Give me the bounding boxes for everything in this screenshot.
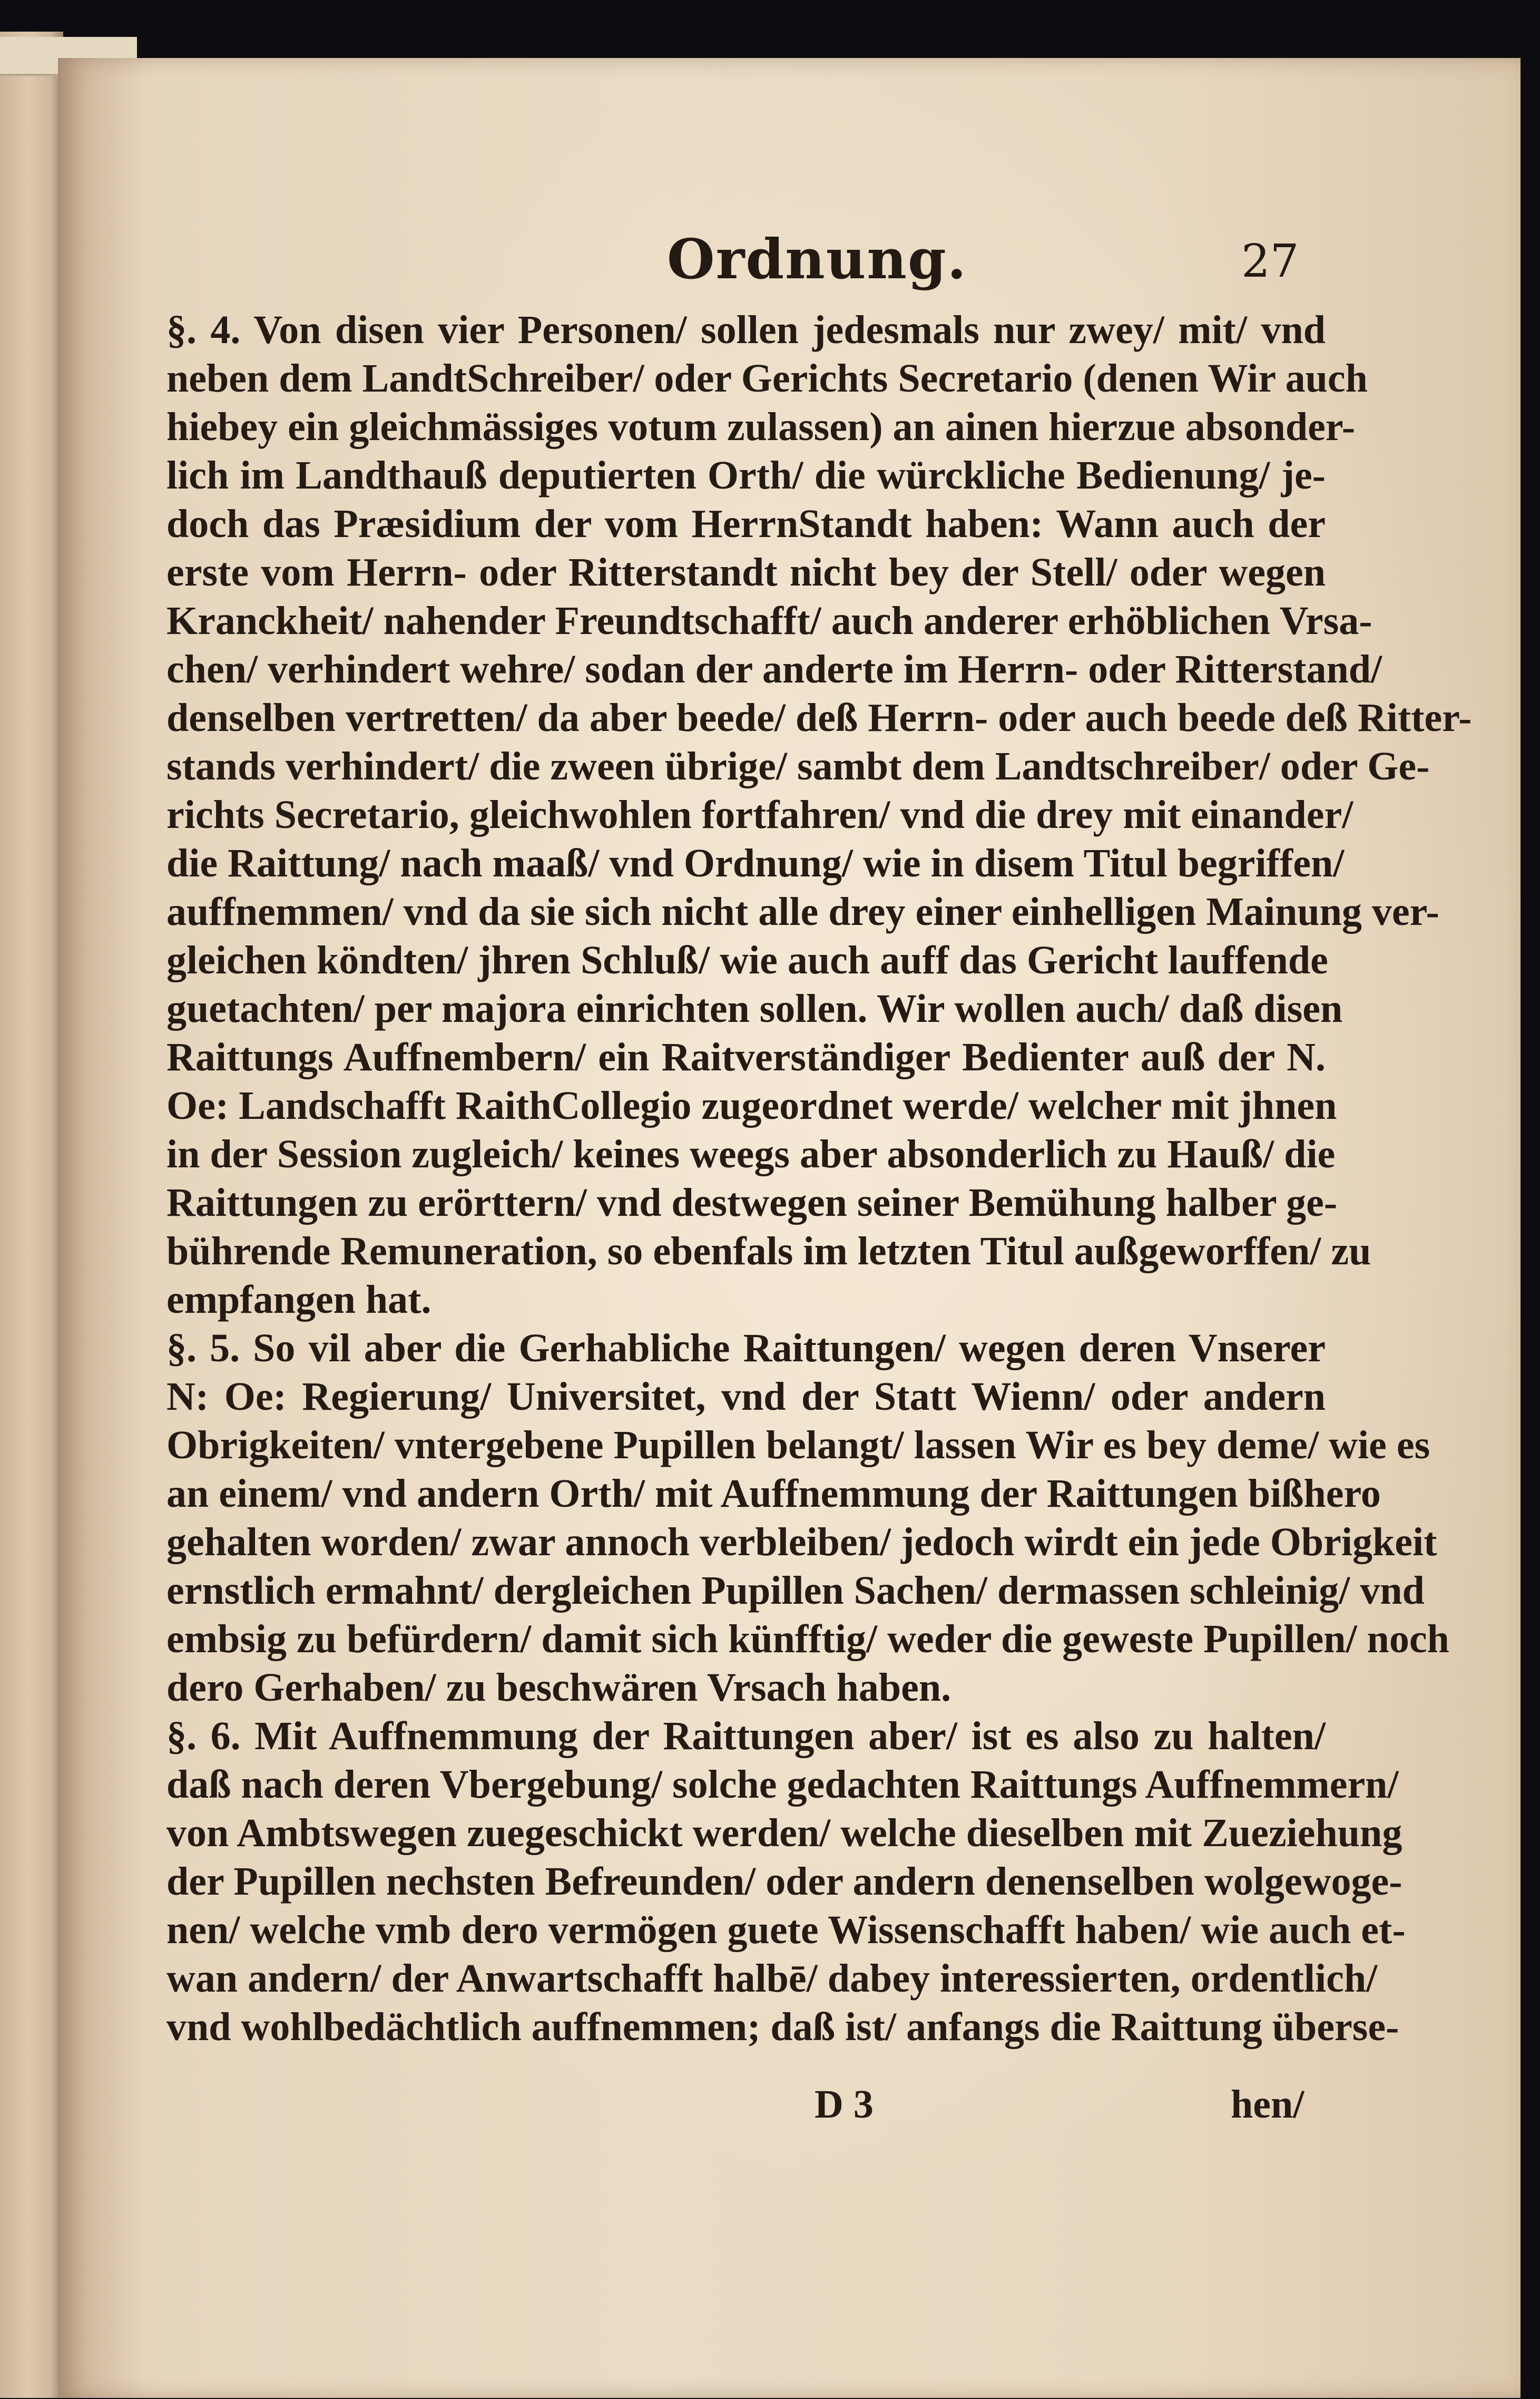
text-line: erste vom Herrn- oder Ritterstandt nicht bey der Stell/ oder wegen <box>166 550 1326 594</box>
text-line: neben dem LandtSchreiber/ oder Gerichts Secretario (denen Wir auch <box>166 356 1368 401</box>
text-line: nen/ welche vmb dero vermögen guete Wissenschafft haben/ wie auch et- <box>166 1908 1406 1952</box>
text-line: daß nach deren Vbergebung/ solche gedachten Raittungs Auffnemmern/ <box>166 1762 1399 1807</box>
text-line: lich im Landthauß deputierten Orth/ die würckliche Bedienung/ je- <box>166 453 1326 498</box>
text-line: der Pupillen nechsten Befreunden/ oder andern denenselben wolgewoge- <box>166 1859 1402 1904</box>
catchword: hen/ <box>1231 2082 1304 2127</box>
text-line: die Raittung/ nach maaß/ vnd Ordnung/ wie in disem Titul begriffen/ <box>166 841 1345 885</box>
text-line: in der Session zugleich/ keines weegs aber absonderlich zu Hauß/ die <box>166 1132 1336 1176</box>
text-line: stands verhindert/ die zween übrige/ sambt dem Landtschreiber/ oder Ge- <box>166 744 1430 788</box>
text-line: gleichen köndten/ jhren Schluß/ wie auch auff das Gericht lauffende <box>166 938 1328 982</box>
text-line: chen/ verhindert wehre/ sodan der anderte im Herrn- oder Ritterstand/ <box>166 647 1382 691</box>
text-line: gehalten worden/ zwar annoch verbleiben/ jedoch wirdt ein jede Obrigkeit <box>166 1520 1437 1564</box>
text-line: embsig zu befürdern/ damit sich künfftig/ weder die geweste Pupillen/ noch <box>166 1617 1449 1661</box>
text-line: wan andern/ der Anwartschafft halbē/ dabey interessierten, ordentlich/ <box>166 1956 1378 2001</box>
book-page <box>58 58 1521 2398</box>
text-line: Kranckheit/ nahender Freundtschafft/ auch anderer erhöblichen Vrsa- <box>166 599 1372 643</box>
text-line: dero Gerhaben/ zu beschwären Vrsach haben. <box>166 1665 952 1710</box>
body-text <box>166 306 1472 2051</box>
text-line: auffnemmen/ vnd da sie sich nicht alle drey einer einhelligen Mainung ver- <box>166 890 1439 934</box>
page-header <box>61 195 1521 290</box>
text-line: §. 6. Mit Auffnemmung der Raittungen aber/ ist es also zu halten/ <box>166 1714 1326 1758</box>
text-line: richts Secretario, gleichwohlen fortfahren/ vnd die drey mit einander/ <box>166 793 1353 837</box>
text-line: Raittungs Auffnembern/ ein Raitverständiger Bedienter auß der N. <box>166 1035 1326 1079</box>
text-line: hiebey ein gleichmässiges votum zulassen) an ainen hierzue absonder- <box>166 405 1356 449</box>
text-line: von Ambtswegen zuegeschickt werden/ welche dieselben mit Zueziehung <box>166 1811 1402 1855</box>
text-line: Obrigkeiten/ vntergebene Pupillen belangt/ lassen Wir es bey deme/ wie es <box>166 1423 1430 1467</box>
text-line: §. 4. Von disen vier Personen/ sollen jedesmals nur zwey/ mit/ vnd <box>166 308 1326 352</box>
text-line: Oe: Landschafft RaithCollegio zugeordnet werde/ welcher mit jhnen <box>166 1084 1337 1128</box>
text-line: vnd wohlbedächtlich auffnemmen; daß ist/ anfangs die Raittung überse- <box>166 2005 1399 2049</box>
page-footer <box>61 2082 1521 2145</box>
text-line: bührende Remuneration, so ebenfals im letzten Titul außgeworffen/ zu <box>166 1229 1371 1273</box>
text-line: N: Oe: Regierung/ Universitet, vnd der Statt Wienn/ oder andern <box>166 1374 1326 1419</box>
text-line: guetachten/ per majora einrichten sollen. Wir wollen auch/ daß disen <box>166 987 1343 1031</box>
text-line: ernstlich ermahnt/ dergleichen Pupillen Sachen/ dermassen schleinig/ vnd <box>166 1568 1425 1613</box>
text-line: §. 5. So vil aber die Gerhabliche Raittungen/ wegen deren Vnserer <box>166 1326 1326 1370</box>
text-line: denselben vertretten/ da aber beede/ deß Herrn- oder auch beede deß Ritter- <box>166 696 1472 740</box>
page-number: 27 <box>1241 235 1299 288</box>
text-line: empfangen hat. <box>166 1277 431 1322</box>
text-line: doch das Præsidium der vom HerrnStandt haben: Wann auch der <box>166 502 1326 546</box>
facing-page-edge <box>0 32 63 2398</box>
text-line: an einem/ vnd andern Orth/ mit Auffnemmung der Raittungen bißhero <box>166 1471 1381 1516</box>
signature-mark: D 3 <box>815 2082 874 2127</box>
running-title: Ordnung. <box>667 227 967 291</box>
text-line: Raittungen zu erörttern/ vnd destwegen seiner Bemühung halber ge- <box>166 1181 1338 1225</box>
